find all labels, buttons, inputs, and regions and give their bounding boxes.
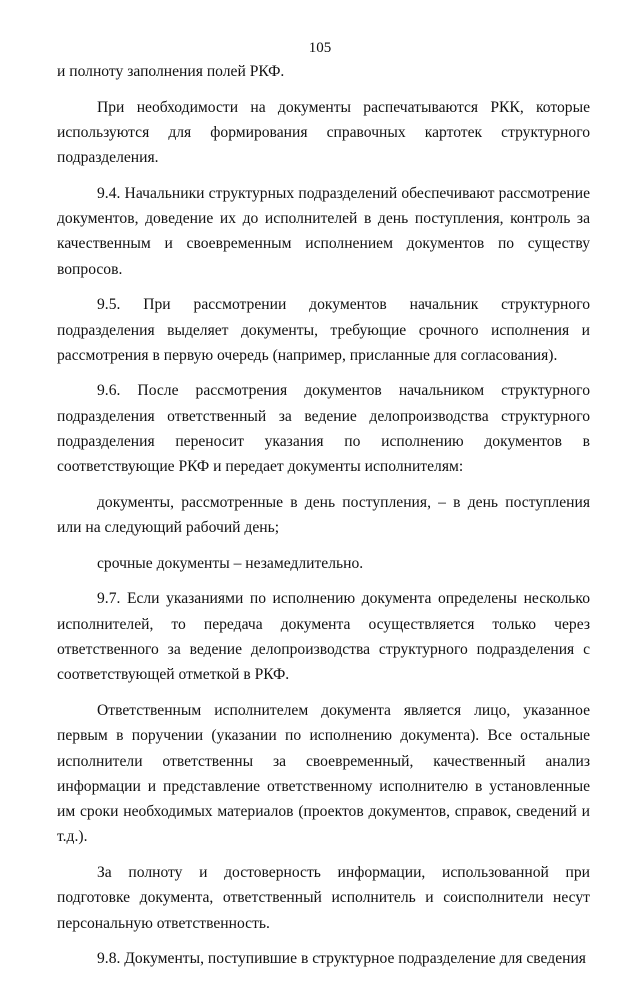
paragraph-responsible-executor: Ответственным исполнителем документа является лицо, указанное первым в поручении (указании по исполнению документа). Все остальные исполнители ответственны за своевременный, качественный анализ информации и представление ответственному исполнителю в установленные им сроки необходимых материалов (проектов документов, справок, сведений и т.д.). — [57, 701, 590, 846]
paragraph-9-6: 9.6. После рассмотрения документов начальником структурного подразделения ответственный за ведение делопроизводства структурного подразделения переносит указания по исполнению документов в соответствующие РКФ и передает документы исполнителям: — [57, 382, 590, 476]
paragraph-9-4: 9.4. Начальники структурных подразделений обеспечивают рассмотрение документов, доведение их до исполнителей в день поступления, контроль за качественным и своевременным исполнением документов по существу вопросов. — [57, 184, 590, 278]
document-body — [57, 59, 590, 982]
paragraph-9-7: 9.7. Если указаниями по исполнению документа определены несколько исполнителей, то передача документа осуществляется только через ответственного за ведение делопроизводства структурного подразделения с соответствующей отметкой в РКФ. — [57, 590, 590, 684]
page-number: 105 — [308, 40, 332, 56]
paragraph-9-5: 9.5. При рассмотрении документов начальник структурного подразделения выделяет документы, требующие срочного исполнения и рассмотрения в первую очередь (например, присланные для согласования). — [57, 296, 590, 364]
list-item-urgent-documents: срочные документы – незамедлительно. — [97, 554, 364, 572]
list-item-same-day-documents: документы, рассмотренные в день поступления, – в день поступления или на следующий рабочий день; — [57, 493, 590, 537]
paragraph-rkk-printing: При необходимости на документы распечатываются РКК, которые используются для формирования справочных картотек структурного подразделения. — [57, 98, 590, 167]
paragraph-9-8: 9.8. Документы, поступившие в структурное подразделение для сведения — [97, 950, 586, 968]
paragraph-continuation: и полноту заполнения полей РКФ. — [57, 63, 285, 80]
paragraph-accuracy-responsibility: За полноту и достоверность информации, использованной при подготовке документа, ответственный исполнитель и соисполнители несут персональную ответственность. — [57, 863, 590, 932]
